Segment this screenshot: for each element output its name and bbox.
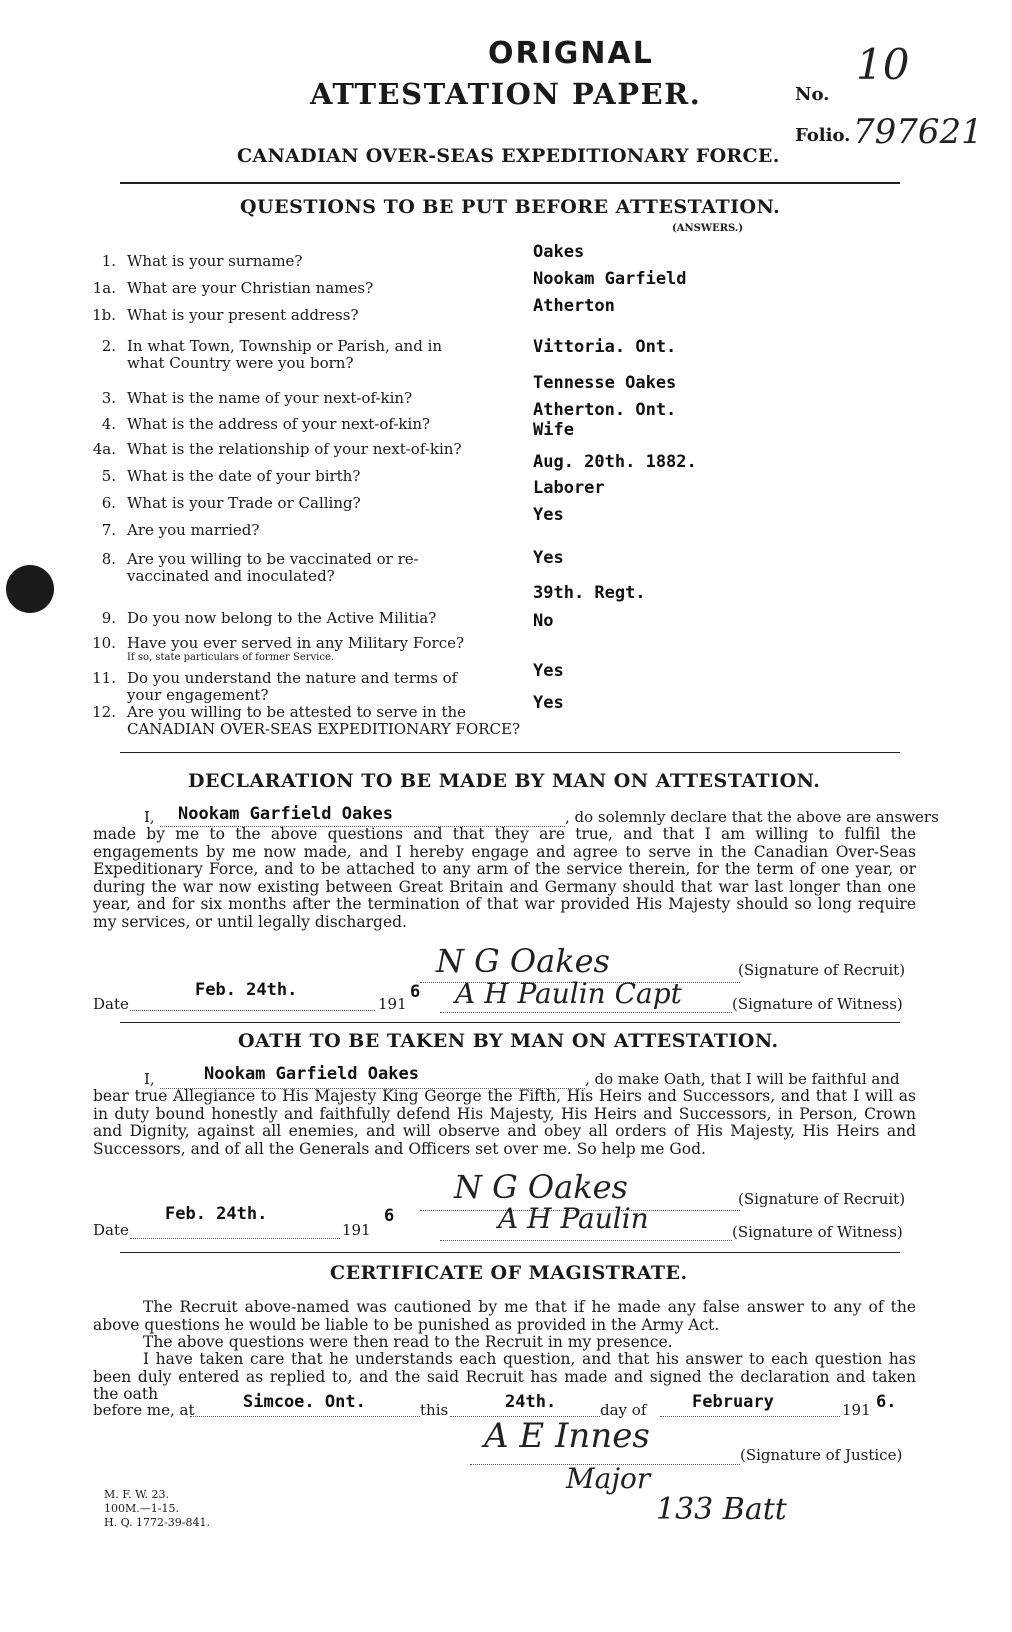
oath-recruit-sig-label: (Signature of Recruit) bbox=[738, 1190, 906, 1208]
question-answer: Atherton. Ont. bbox=[533, 400, 677, 420]
oath-name: Nookam Garfield Oakes bbox=[204, 1064, 419, 1084]
question-text: What is the address of your next-of-kin? bbox=[127, 415, 431, 433]
question-answer: Aug. 20th. 1882. bbox=[533, 452, 697, 472]
question-text: What is your present address? bbox=[127, 306, 359, 324]
question-answer: Vittoria. Ont. bbox=[533, 337, 677, 357]
declaration-name: Nookam Garfield Oakes bbox=[178, 804, 393, 824]
question-text: What is your Trade or Calling? bbox=[127, 494, 361, 512]
oath-witness-signature: A H Paulin bbox=[498, 1202, 649, 1235]
oath-date-value: Feb. 24th. bbox=[165, 1204, 268, 1224]
form-title: ATTESTATION PAPER. bbox=[310, 77, 702, 111]
declaration-rule bbox=[120, 1022, 900, 1023]
certificate-day-label: day of bbox=[600, 1401, 647, 1419]
questions-heading: QUESTIONS TO BE PUT BEFORE ATTESTATION. bbox=[240, 196, 781, 218]
question-number: 4a. bbox=[92, 440, 116, 458]
certificate-place: Simcoe. Ont. bbox=[243, 1392, 366, 1412]
certificate-before-label: before me, at bbox=[93, 1401, 195, 1419]
question-answer: Yes bbox=[533, 505, 564, 525]
declaration-witness-sig-line bbox=[440, 1012, 732, 1013]
footer-print-run: 100M.—1-15. bbox=[104, 1502, 179, 1515]
form-number-label: No. bbox=[795, 84, 830, 105]
declaration-witness-signature: A H Paulin Capt bbox=[455, 977, 682, 1010]
question-text-continued: what Country were you born? bbox=[127, 354, 354, 372]
question-text: What are your Christian names? bbox=[127, 279, 374, 297]
declaration-date-label: Date bbox=[93, 995, 129, 1013]
oath-year-prefix: 191 bbox=[342, 1221, 371, 1239]
top-rule bbox=[120, 182, 900, 184]
oath-rule bbox=[120, 1252, 900, 1253]
footer-hq-code: H. Q. 1772-39-841. bbox=[104, 1516, 210, 1529]
question-number: 11. bbox=[92, 669, 116, 687]
declaration-witness-sig-label: (Signature of Witness) bbox=[732, 995, 903, 1013]
declaration-date-value: Feb. 24th. bbox=[195, 980, 298, 1000]
questions-rule bbox=[120, 752, 900, 753]
oath-year-digit: 6 bbox=[384, 1206, 395, 1226]
punch-hole bbox=[6, 565, 54, 613]
certificate-this-label: this bbox=[420, 1401, 449, 1419]
question-text: What is the relationship of your next-of-kin? bbox=[127, 440, 462, 458]
question-text: In what Town, Township or Parish, and in bbox=[127, 337, 443, 355]
question-note: If so, state particulars of former Service. bbox=[127, 652, 335, 663]
question-text: Do you now belong to the Active Militia? bbox=[127, 609, 437, 627]
question-number: 1. bbox=[101, 252, 116, 270]
question-answer: Oakes bbox=[533, 242, 585, 262]
question-text: Are you married? bbox=[127, 521, 260, 539]
justice-sig-label: (Signature of Justice) bbox=[740, 1446, 903, 1464]
certificate-year-prefix: 191 bbox=[842, 1401, 871, 1419]
declaration-heading: DECLARATION TO BE MADE BY MAN ON ATTESTATION. bbox=[188, 770, 821, 792]
certificate-heading: CERTIFICATE OF MAGISTRATE. bbox=[330, 1262, 688, 1284]
question-number: 7. bbox=[101, 521, 116, 539]
question-number: 12. bbox=[92, 703, 116, 721]
justice-rank: Major bbox=[566, 1462, 651, 1495]
certificate-place-line bbox=[190, 1416, 420, 1417]
certificate-day: 24th. bbox=[505, 1392, 557, 1412]
oath-witness-sig-label: (Signature of Witness) bbox=[732, 1223, 903, 1241]
certificate-year-digit: 6. bbox=[876, 1392, 897, 1412]
certificate-paragraph-1: The Recruit above-named was cautioned by me that if he made any false answer to any of the above questions he would be liable to be punished as provided in the Army Act. bbox=[93, 1298, 916, 1334]
form-subtitle: CANADIAN OVER-SEAS EXPEDITIONARY FORCE. bbox=[237, 145, 780, 167]
certificate-paragraph-3: I have taken care that he understands each question, and that his answer to each question has been duly entered as replied to, and the said Recruit has made and signed the declaration and taken the oath bbox=[93, 1350, 916, 1403]
question-text: What is the name of your next-of-kin? bbox=[127, 389, 413, 407]
question-number: 9. bbox=[101, 609, 116, 627]
question-answer: 39th. Regt. bbox=[533, 583, 646, 603]
question-number: 6. bbox=[101, 494, 116, 512]
question-text: What is your surname? bbox=[127, 252, 303, 270]
question-number: 8. bbox=[101, 550, 116, 568]
question-answer: Laborer bbox=[533, 478, 605, 498]
question-text: Do you understand the nature and terms of bbox=[127, 669, 458, 687]
question-text-continued: vaccinated and inoculated? bbox=[127, 567, 335, 585]
original-stamp: ORIGNAL bbox=[488, 36, 654, 71]
oath-date-line bbox=[130, 1238, 340, 1239]
footer-form-code: M. F. W. 23. bbox=[104, 1488, 170, 1501]
justice-unit: 133 Batt bbox=[656, 1492, 787, 1527]
declaration-recruit-sig-label: (Signature of Recruit) bbox=[738, 961, 906, 979]
question-text-continued: your engagement? bbox=[127, 686, 269, 704]
declaration-year-prefix: 191 bbox=[378, 995, 407, 1013]
declaration-recruit-signature: N G Oakes bbox=[436, 942, 610, 980]
answers-label: (ANSWERS.) bbox=[672, 223, 744, 234]
question-text: Are you willing to be attested to serve in the bbox=[127, 703, 467, 721]
oath-recruit-signature: N G Oakes bbox=[454, 1168, 628, 1206]
oath-date-label: Date bbox=[93, 1221, 129, 1239]
question-text: Have you ever served in any Military Force? bbox=[127, 634, 465, 652]
question-answer: Yes bbox=[533, 693, 564, 713]
question-number: 1a. bbox=[92, 279, 116, 297]
folio-label: Folio. bbox=[795, 125, 851, 146]
certificate-month-line bbox=[660, 1416, 840, 1417]
question-text: Are you willing to be vaccinated or re- bbox=[127, 550, 419, 568]
justice-signature: A E Innes bbox=[484, 1416, 650, 1456]
question-number: 1b. bbox=[92, 306, 116, 324]
question-answer: Nookam Garfield bbox=[533, 269, 687, 289]
question-answer: Tennesse Oakes bbox=[533, 373, 677, 393]
question-answer: Yes bbox=[533, 661, 564, 681]
question-answer: No bbox=[533, 611, 554, 631]
question-number: 4. bbox=[101, 415, 116, 433]
certificate-paragraph-2: The above questions were then read to the Recruit in my presence. bbox=[143, 1333, 673, 1351]
question-number: 3. bbox=[101, 389, 116, 407]
question-text-continued: CANADIAN OVER-SEAS EXPEDITIONARY FORCE? bbox=[127, 720, 521, 738]
question-answer: Wife bbox=[533, 420, 574, 440]
oath-prefix: I, bbox=[144, 1070, 155, 1088]
question-number: 2. bbox=[101, 337, 116, 355]
oath-heading: OATH TO BE TAKEN BY MAN ON ATTESTATION. bbox=[238, 1030, 779, 1052]
question-number: 5. bbox=[101, 467, 116, 485]
question-number: 10. bbox=[92, 634, 116, 652]
oath-body: bear true Allegiance to His Majesty King George the Fifth, His Heirs and Successors, and that I will as in duty bound honestly and faithfully defend His Majesty, His Heirs and Successors, in Person, Crown and Dignity, against all enemies, and will observe and obey all orders of His Majesty, His Heirs and Successors, and of all the Generals and Officers set over me. So help me God. bbox=[93, 1087, 916, 1158]
question-answer: Atherton bbox=[533, 296, 615, 316]
declaration-date-line bbox=[130, 1010, 375, 1011]
declaration-prefix: I, bbox=[144, 808, 155, 826]
declaration-year-digit: 6 bbox=[410, 982, 421, 1002]
declaration-line1-rest: , do solemnly declare that the above are answers bbox=[565, 808, 939, 826]
oath-line1-rest: , do make Oath, that I will be faithful and bbox=[585, 1070, 900, 1088]
oath-witness-sig-line bbox=[440, 1240, 732, 1241]
form-number-value: 10 bbox=[856, 40, 910, 89]
question-answer: Yes bbox=[533, 548, 564, 568]
certificate-month: February bbox=[692, 1392, 774, 1412]
declaration-body: made by me to the above questions and that they are true, and that I am willing to fulfil the engagements by me now made, and I hereby engage and agree to serve in the Canadian Over-Seas Expeditionary Force, and to be attached to any arm of the service therein, for the term of one year, or during the war now existing between Great Britain and Germany should that war last longer than one year, and for six months after the termination of that war provided His Majesty should so long require my services, or until legally discharged. bbox=[93, 825, 916, 931]
folio-value: 797621 bbox=[853, 112, 983, 152]
question-text: What is the date of your birth? bbox=[127, 467, 361, 485]
